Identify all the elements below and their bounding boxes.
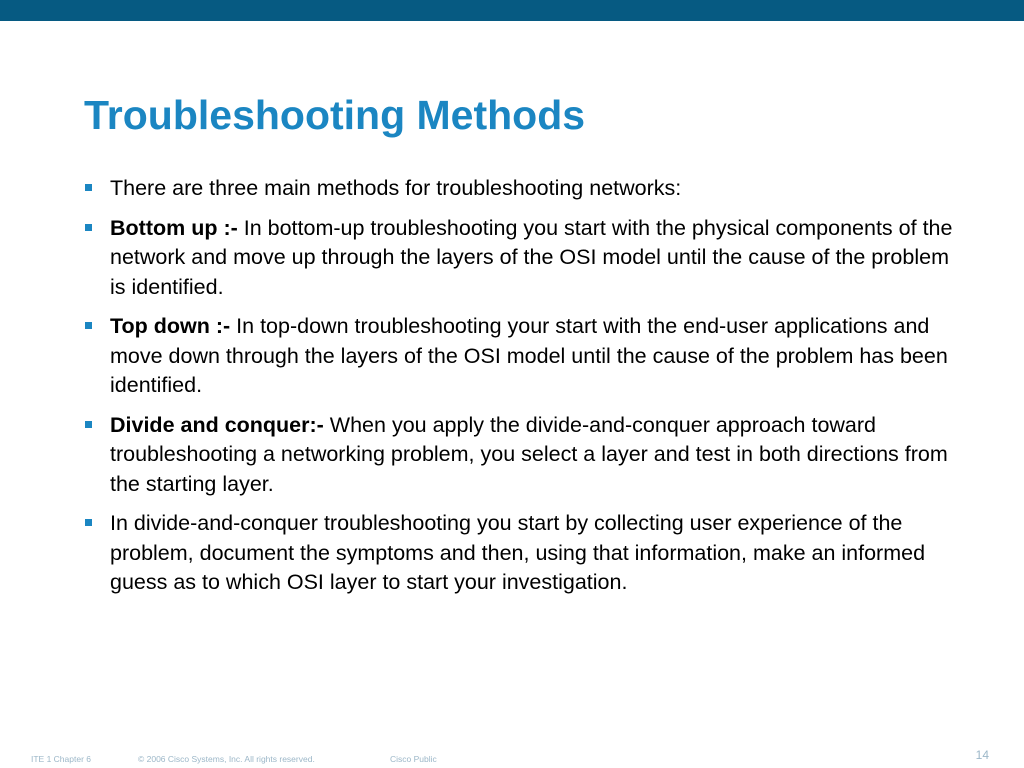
header-bar xyxy=(0,0,1024,21)
footer-classification: Cisco Public xyxy=(390,754,437,764)
page-number: 14 xyxy=(975,748,989,762)
bullet-item-divide-and-conquer-details xyxy=(85,509,955,598)
bullet-item-top-down xyxy=(85,312,955,401)
footer-copyright: © 2006 Cisco Systems, Inc. All rights reserved. xyxy=(138,754,315,764)
square-bullet-icon xyxy=(85,519,92,526)
bullet-item-overview xyxy=(85,174,955,204)
bullet-text: In top-down troubleshooting your start with the end-user applications and move down through the layers of the OSI model until the cause of the problem has been identified. xyxy=(110,314,948,397)
bullet-label: Divide and conquer:- xyxy=(110,412,324,437)
footer-chapter: ITE 1 Chapter 6 xyxy=(31,754,92,764)
slide-title: Troubleshooting Methods xyxy=(84,92,586,138)
bullet-label: Top down :- xyxy=(110,314,231,338)
square-bullet-icon xyxy=(85,421,92,428)
bullet-text: There are three main methods for troubleshooting networks: xyxy=(110,176,682,200)
bullet-text: In divide-and-conquer troubleshooting you start by collecting user experience of the problem, document the symptoms and then, using that information, make an informed guess as to which OSI layer to start your investigation. xyxy=(110,511,926,594)
bullet-item-divide-and-conquer xyxy=(85,411,955,500)
bullet-text: In bottom-up troubleshooting you start with the physical components of the network and move up through the layers of the OSI model until the cause of the problem is identified. xyxy=(110,215,953,299)
bullet-label: Bottom up :- xyxy=(110,215,238,240)
bullet-text: When you apply the divide-and-conquer approach toward troubleshooting a networking problem, you select a layer and test in both directions from the starting layer. xyxy=(110,412,948,496)
bullet-list xyxy=(85,174,955,608)
bullet-item-bottom-up xyxy=(85,214,955,303)
square-bullet-icon xyxy=(85,224,92,231)
square-bullet-icon xyxy=(85,184,92,191)
square-bullet-icon xyxy=(85,322,92,329)
